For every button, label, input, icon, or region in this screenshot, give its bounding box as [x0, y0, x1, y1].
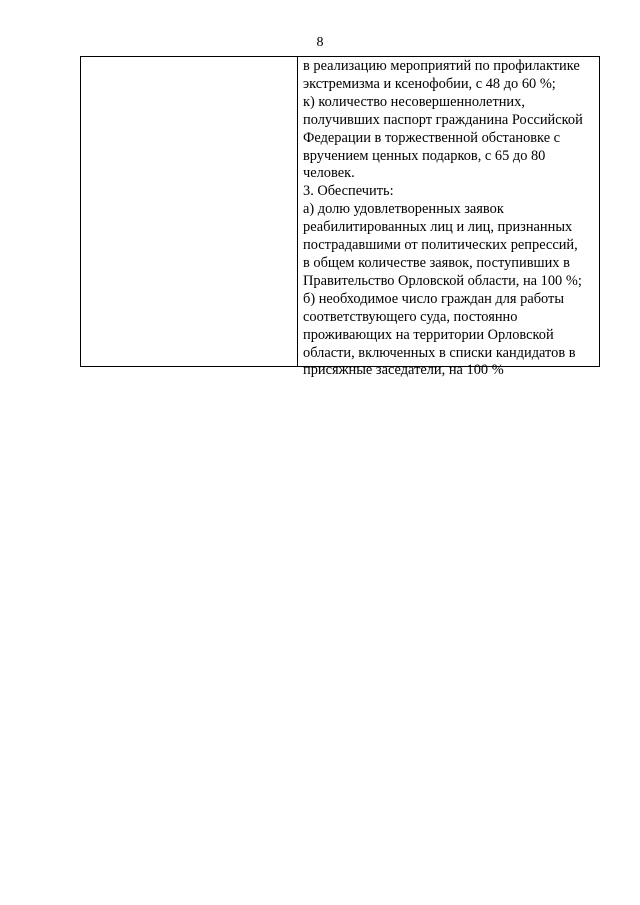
- document-table: [80, 56, 600, 379]
- text-line: в реализацию мероприятий по профилактике: [303, 58, 580, 74]
- text-line: пострадавшими от политических репрессий,: [303, 237, 578, 254]
- text-line: в общем количестве заявок, поступивших в: [303, 254, 570, 271]
- text-line: Правительство Орловской области, на 100 %;: [303, 272, 582, 289]
- text-line: экстремизма и ксенофобии, с 48 до 60 %;: [303, 75, 556, 92]
- table-cell-left-empty: [81, 57, 298, 366]
- text-line: Федерации в торжественной обстановке с: [303, 129, 561, 146]
- text-line: присяжные заседатели, на 100 %: [303, 362, 504, 379]
- text-line: проживающих на территории Орловской: [303, 326, 554, 343]
- text-line: б) необходимое число граждан для работы: [303, 290, 565, 307]
- page-number: 8: [316, 35, 324, 50]
- text-line: получивших паспорт гражданина Российской: [303, 111, 583, 128]
- text-line: вручением ценных подарков, с 65 до 80: [303, 147, 546, 164]
- text-line: 3. Обеспечить:: [303, 183, 394, 200]
- table-cell-right: [298, 57, 599, 379]
- text-line: реабилитированных лиц и лиц, признанных: [303, 219, 573, 236]
- text-line: человек.: [303, 165, 355, 182]
- text-line: области, включенных в списки кандидатов в: [303, 344, 576, 361]
- text-line: а) долю удовлетворенных заявок: [303, 201, 504, 218]
- text-line: соответствующего суда, постоянно: [303, 308, 518, 325]
- text-line: к) количество несовершеннолетних,: [303, 93, 525, 110]
